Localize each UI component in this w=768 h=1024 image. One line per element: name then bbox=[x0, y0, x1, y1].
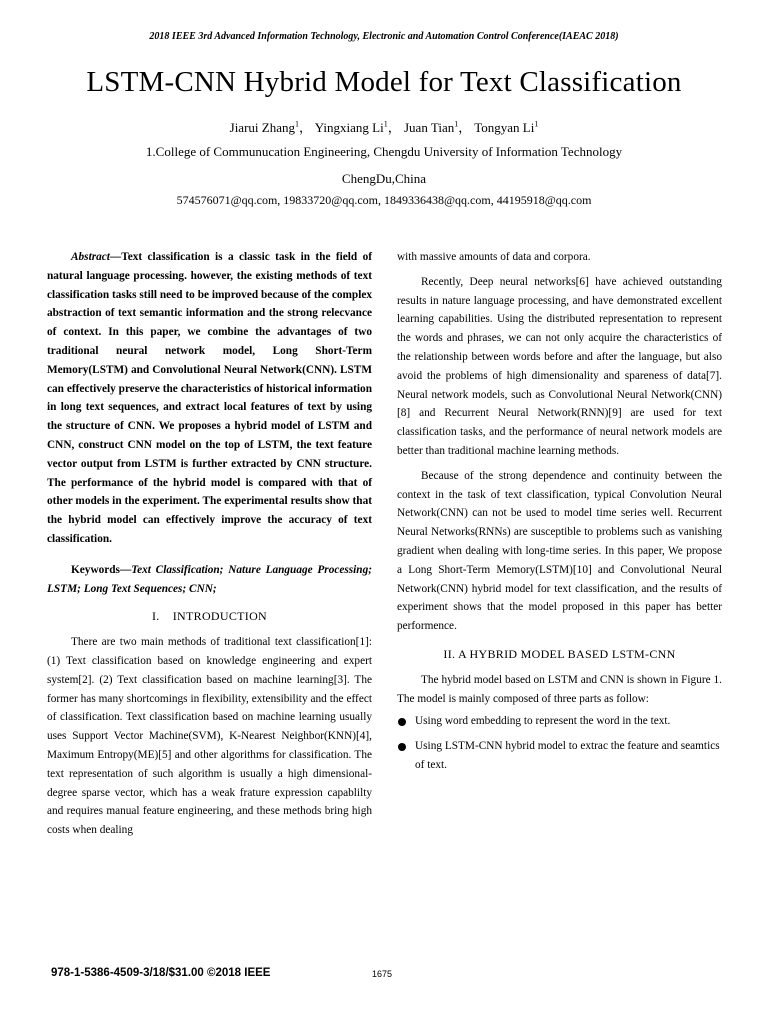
author-separator: ， bbox=[298, 120, 315, 135]
abstract bbox=[47, 248, 372, 549]
author-affiliation-mark: 1 bbox=[294, 119, 299, 129]
body-paragraph: The hybrid model based on LSTM and CNN is shown in Figure 1. The model is mainly composed of three parts as follow: bbox=[397, 673, 722, 705]
keywords-text: Text Classification; Nature Language Processing; LSTM; Long Text Sequences; CNN; bbox=[47, 563, 372, 595]
author-separator: ， bbox=[387, 120, 404, 135]
right-column bbox=[397, 248, 722, 781]
body-paragraph: Recently, Deep neural networks[6] have achieved outstanding results in nature language processing, and have demonstrated excellent learning capabilities. Using the distributed representation to represent the words and phrases, we can not only acquire the characteristics of the relationship between words before and after the language, but also avoid the problems of high dimensionality and spareness of data[7]. Neural network models, such as Convolutional Neural Network(CNN)[8] and Recurrent Neural Network(RNN)[9] are used for text classification tasks, and the performance of neural network models are better than traditional machine learning methods. bbox=[397, 275, 722, 457]
author-affiliation-mark: 1 bbox=[534, 119, 539, 129]
affiliation: 1.College of Communucation Engineering, Chengdu University of Information Technology bbox=[145, 144, 623, 159]
list-item bbox=[397, 737, 722, 775]
author-emails: 574576071@qq.com, 19833720@qq.com, 1849336438@qq.com, 44195918@qq.com bbox=[176, 193, 592, 207]
list-item bbox=[397, 712, 722, 731]
list-item-text: Using LSTM-CNN hybrid model to extrac the feature and seamtics of text. bbox=[415, 740, 720, 771]
author-separator: ， bbox=[458, 120, 475, 135]
page-number: 1675 bbox=[372, 969, 393, 979]
section-heading-hybrid-model: II. A HYBRID MODEL BASED LSTM-CNN bbox=[443, 646, 676, 661]
author-name: Tongyan Li bbox=[474, 120, 535, 135]
paper-title: LSTM-CNN Hybrid Model for Text Classification bbox=[86, 66, 682, 98]
bullet-icon bbox=[398, 718, 406, 726]
keywords bbox=[47, 561, 372, 599]
abstract-text: Text classification is a classic task in the field of natural language processing. however, the existing methods of text classification tasks still need to be improved because of the complex abstraction of text semantic information and the strong relecvance of context. In this paper, we combine the advantages of two traditional neural network model, Long Short-Term Memory(LSTM) and Convolutional Neural Network(CNN). LSTM can effectively preserve the characteristics of historical information in long text sequences, and extract local features of text by using the structure of CNN. We proposes a hybrid model of LSTM and CNN, construct CNN model on the top of LSTM, the text feature vector output from LSTM is further extracted by CNN structure. The performance of the hybrid model is compared with that of other models in the experiment. The experimental results show that the hybrid model can effectively improve the accuracy of text classification. bbox=[47, 251, 372, 545]
affiliation-city: ChengDu,China bbox=[341, 171, 427, 186]
model-parts-list bbox=[397, 712, 722, 774]
author-name: Jiarui Zhang bbox=[229, 120, 295, 135]
author-affiliation-mark: 1 bbox=[454, 119, 459, 129]
section-heading-introduction: I. INTRODUCTION bbox=[151, 609, 268, 624]
author-name: Yingxiang Li bbox=[314, 120, 384, 135]
author-affiliation-mark: 1 bbox=[383, 119, 388, 129]
keywords-label: Keywords— bbox=[71, 563, 132, 576]
list-item-text: Using word embedding to represent the word in the text. bbox=[415, 715, 671, 728]
conference-header: 2018 IEEE 3rd Advanced Information Technology, Electronic and Automation Control Conference(IAEAC 2018) bbox=[149, 31, 619, 42]
bullet-icon bbox=[398, 743, 406, 751]
body-paragraph: Because of the strong dependence and continuity between the context in the task of text classification, typical Convolution Neural Network(CNN) can not be used to model time series well. Recurrent Neural Networks(RNNs) are susceptible to problems such as vanishing gradient when dealing with long-time series. In this paper, We propose a Long Short-Term Memory(LSTM)[10] and Convolutional Neural Network(CNN) hybrid model for text classification, and the results of experiment shows that the model proposed in this paper has better performence. bbox=[397, 469, 722, 633]
author-name: Juan Tian bbox=[404, 120, 455, 135]
continued-paragraph: with massive amounts of data and corpora. bbox=[397, 251, 591, 263]
author-list bbox=[0, 117, 768, 136]
introduction-paragraph: There are two main methods of traditional text classification[1]: (1) Text classification based on knowledge engineering and expert system[2]. (2) Text classification based on machine learning[3]. The former has many shortcomings in flexibility, extensibility and the effect of classification. Text classification based on machine learning usually uses Support Vector Machine(SVM), K-Nearest Neighbor(KNN)[4], Maximum Entropy(ME)[5] and other algorithms for classification. The text representation of such algorithm is usually a high dimensional-degree sparse vector, which has a weak frature expression capablilty and requires manual feature engineering, and these methods bring high costs when dealing bbox=[47, 636, 372, 837]
footer-isbn: 978-1-5386-4509-3/18/$31.00 ©2018 IEEE bbox=[51, 967, 271, 979]
left-column bbox=[47, 248, 372, 840]
abstract-label: Abstract— bbox=[71, 251, 122, 263]
